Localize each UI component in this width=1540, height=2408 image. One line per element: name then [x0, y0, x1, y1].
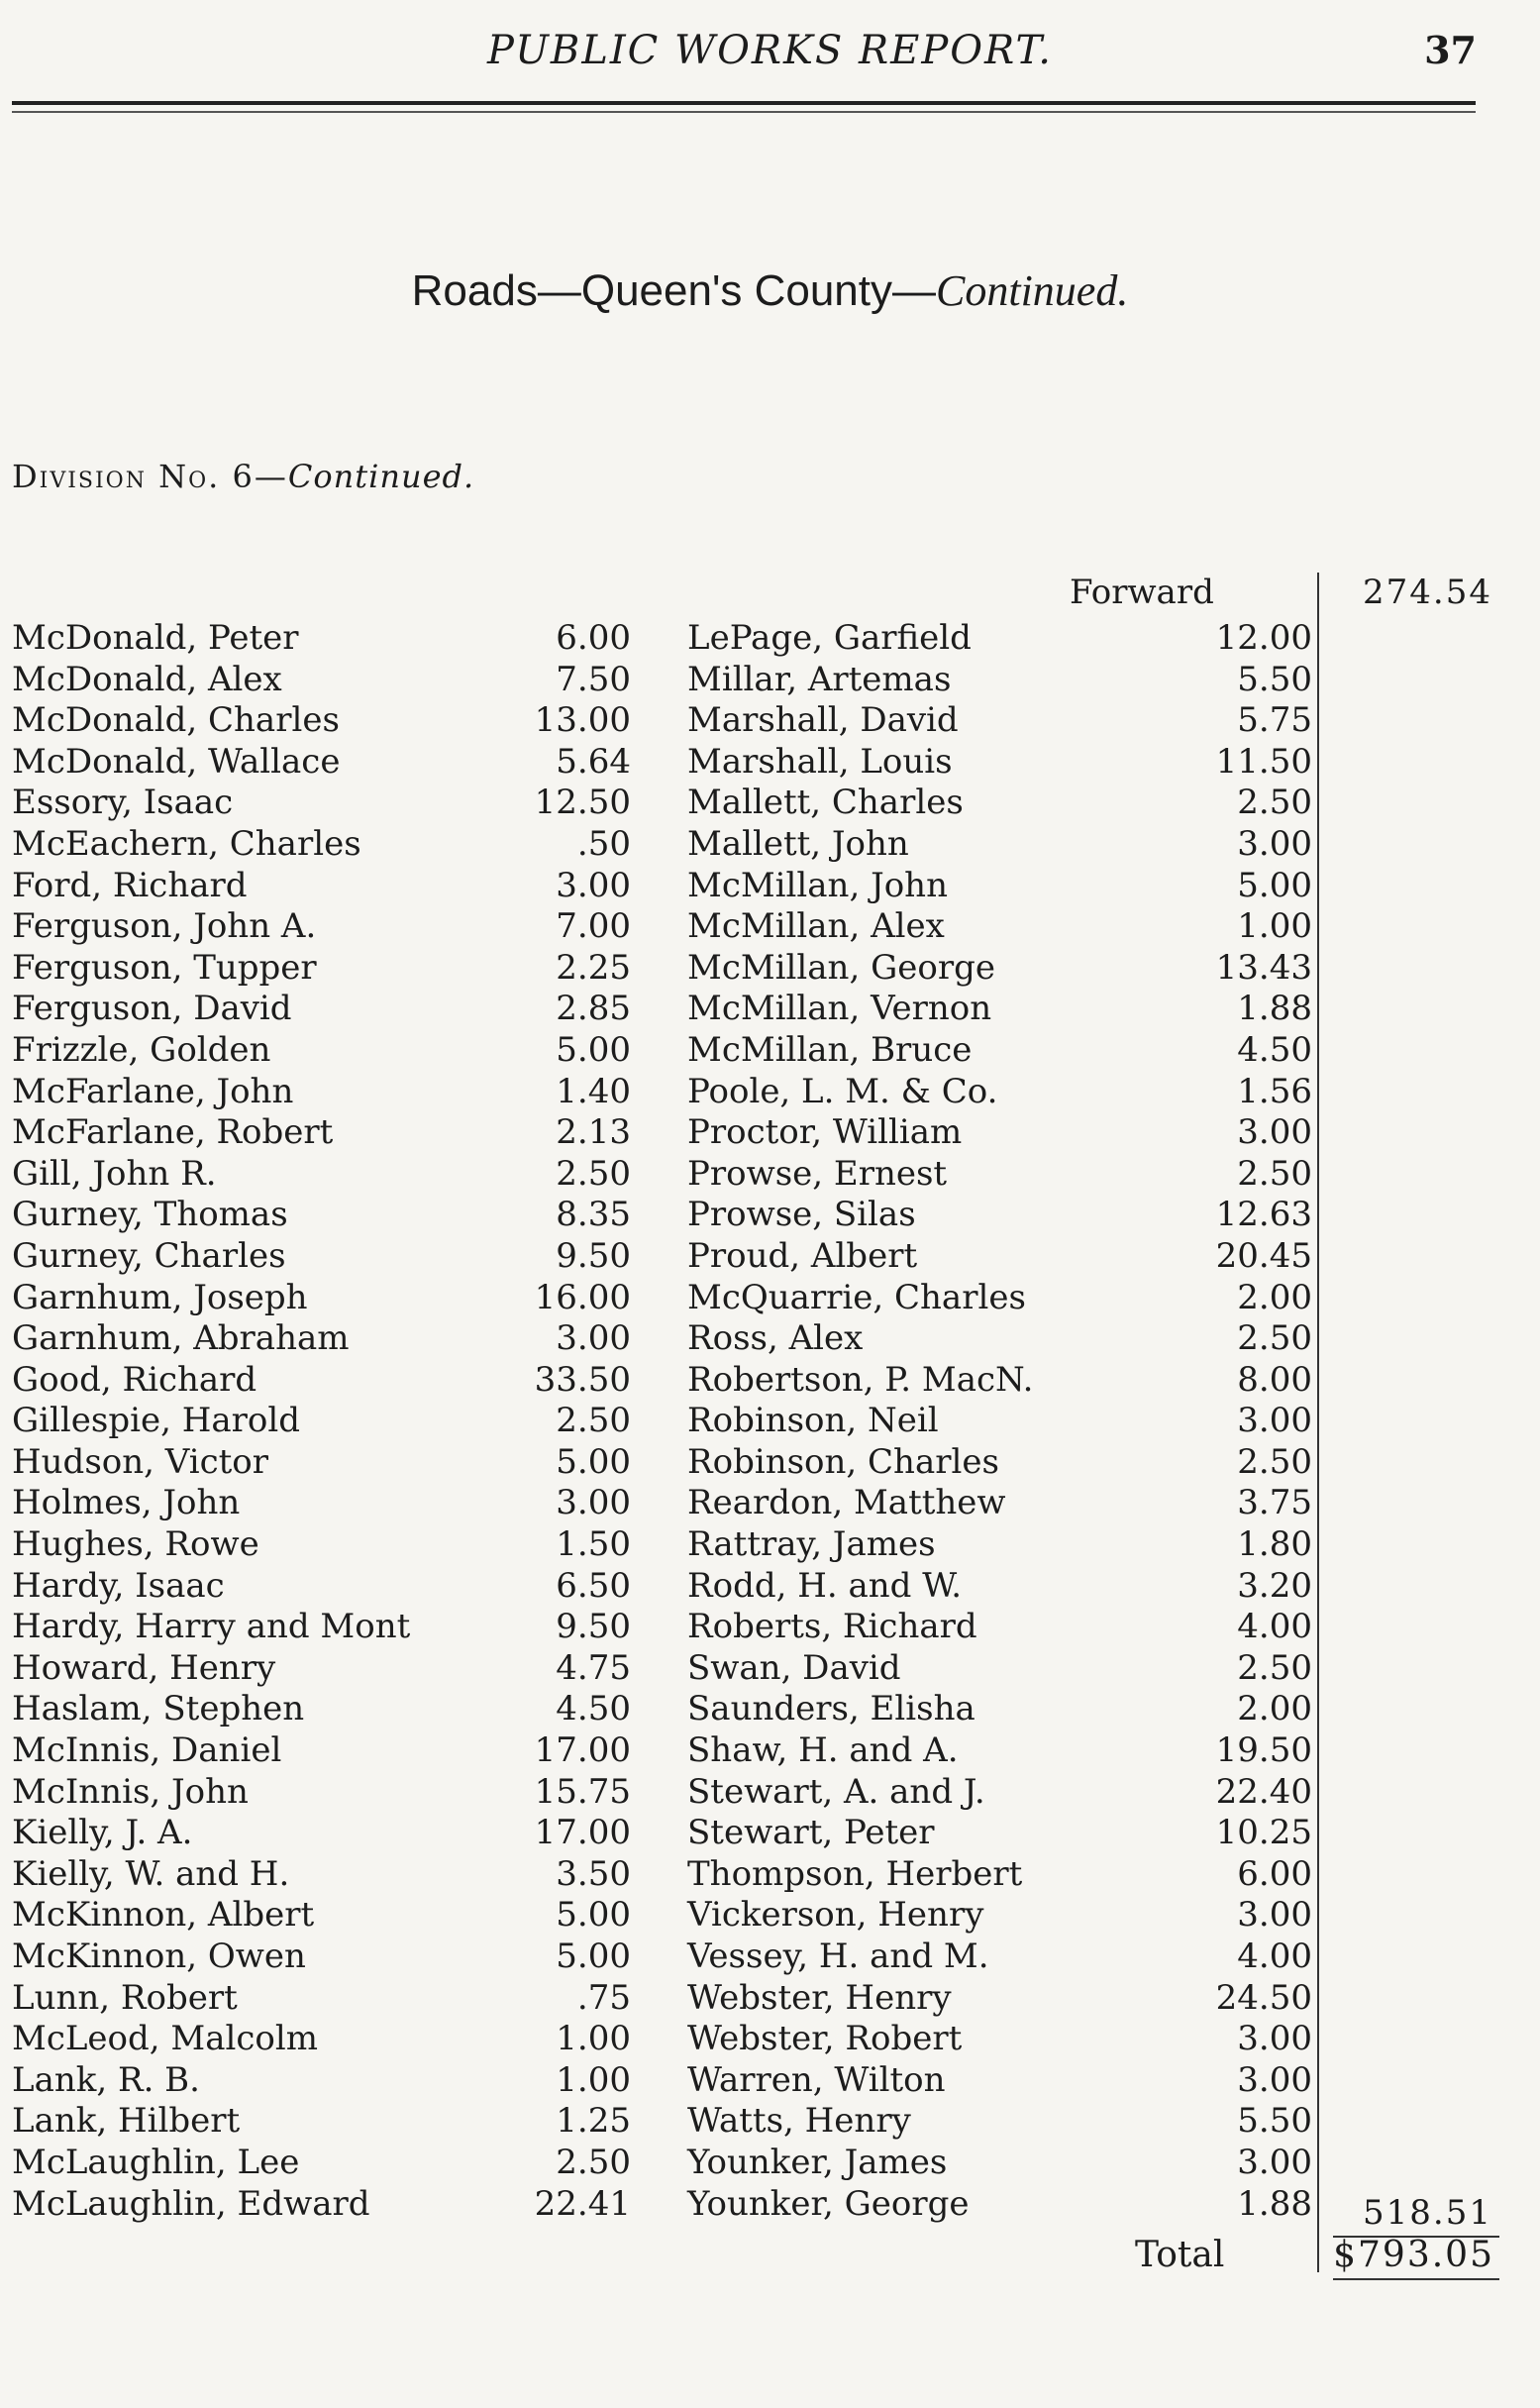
division-continued: Continued. [287, 458, 475, 495]
left-amount: 2.50 [556, 1153, 631, 1194]
right-amount: 4.50 [1237, 1029, 1312, 1070]
right-amount: 5.00 [1237, 865, 1312, 905]
left-name: McInnis, John [12, 1771, 249, 1812]
left-name: Kielly, W. and H. [12, 1853, 290, 1894]
left-name: McLeod, Malcolm [12, 2019, 318, 2059]
left-amount: 7.00 [556, 906, 631, 947]
section-heading [0, 265, 1540, 316]
table-row [0, 1607, 1540, 1648]
left-name: Lank, Hilbert [12, 2101, 241, 2142]
forward-amount: 274.54 [1363, 573, 1492, 612]
right-amount: 6.00 [1237, 1853, 1312, 1894]
left-amount: 5.00 [556, 1441, 631, 1482]
left-amount: 15.75 [534, 1771, 631, 1812]
right-amount: 19.50 [1215, 1730, 1312, 1771]
table-row [0, 1278, 1540, 1319]
right-amount: 2.50 [1237, 1153, 1312, 1194]
right-amount: 5.50 [1237, 2101, 1312, 2142]
right-name: Marshall, David [687, 700, 959, 741]
left-name: McLaughlin, Lee [12, 2142, 300, 2182]
table-row [0, 2143, 1540, 2184]
right-name: Mallett, Charles [687, 783, 964, 823]
right-name: Thompson, Herbert [687, 1853, 1023, 1894]
right-name: Stewart, A. and J. [687, 1771, 985, 1812]
right-amount: 4.00 [1237, 1607, 1312, 1647]
forward-row [0, 573, 1540, 616]
right-name: Saunders, Elisha [687, 1689, 975, 1729]
left-amount: 13.00 [534, 700, 631, 741]
table-row [0, 1030, 1540, 1072]
table-row [0, 1978, 1540, 2020]
right-amount: 2.00 [1237, 1277, 1312, 1317]
left-name: McDonald, Charles [12, 700, 340, 741]
left-name: Gurney, Thomas [12, 1195, 288, 1235]
table-row [0, 866, 1540, 907]
table-row [0, 989, 1540, 1030]
left-name: Essory, Isaac [12, 783, 234, 823]
right-name: Vessey, H. and M. [687, 1937, 989, 1976]
right-amount: 3.00 [1237, 823, 1312, 864]
right-name: Rodd, H. and W. [687, 1565, 963, 1606]
left-amount: 16.00 [534, 1277, 631, 1317]
right-name: Proctor, William [687, 1112, 963, 1153]
right-amount: 2.50 [1237, 1441, 1312, 1482]
left-amount: 4.50 [556, 1689, 631, 1729]
table-row [0, 1072, 1540, 1113]
grand-total-amount: $793.05 [1333, 2235, 1494, 2275]
left-amount: 9.50 [556, 1607, 631, 1647]
right-amount: 3.00 [1237, 1895, 1312, 1936]
right-name: McMillan, Bruce [687, 1029, 973, 1070]
left-amount: 7.50 [556, 659, 631, 699]
table-row [0, 1236, 1540, 1278]
left-name: Ferguson, Tupper [12, 947, 317, 988]
left-name: Gillespie, Harold [12, 1401, 301, 1441]
header-rule [12, 101, 1476, 105]
right-amount: 2.00 [1237, 1689, 1312, 1729]
left-amount: 1.00 [556, 2059, 631, 2100]
right-name: LePage, Garfield [687, 618, 972, 658]
table-row [0, 1854, 1540, 1896]
right-name: Shaw, H. and A. [687, 1730, 959, 1771]
page-number: 37 [1424, 28, 1477, 72]
right-name: Prowse, Silas [687, 1195, 916, 1235]
right-amount: 1.88 [1237, 989, 1312, 1029]
left-amount: 4.75 [556, 1647, 631, 1688]
header-rule-secondary [12, 111, 1476, 113]
left-amount: 9.50 [556, 1235, 631, 1276]
table-row [0, 2184, 1540, 2226]
left-amount: 3.00 [556, 1318, 631, 1359]
right-amount: 2.50 [1237, 783, 1312, 823]
right-name: Younker, James [687, 2142, 948, 2182]
table-row [0, 1112, 1540, 1154]
table-row [0, 824, 1540, 866]
right-amount: 3.00 [1237, 2059, 1312, 2100]
table-row [0, 1813, 1540, 1854]
table-row [0, 1566, 1540, 1608]
right-name: Robertson, P. MacN. [687, 1359, 1034, 1400]
left-amount: 1.50 [556, 1524, 631, 1565]
left-name: McInnis, Daniel [12, 1730, 282, 1771]
right-name: McMillan, John [687, 865, 948, 905]
left-amount: 5.64 [556, 741, 631, 782]
ledger-entries [0, 618, 1540, 2225]
left-amount: .50 [576, 823, 631, 864]
right-name: Webster, Henry [687, 1977, 952, 2018]
right-name: Warren, Wilton [687, 2059, 946, 2100]
grand-total-rule [1333, 2278, 1499, 2280]
right-name: Ross, Alex [687, 1318, 864, 1359]
right-name: McQuarrie, Charles [687, 1277, 1026, 1317]
left-name: Gill, John R. [12, 1153, 217, 1194]
column-total: 518.51 [1363, 2193, 1492, 2233]
right-amount: 1.00 [1237, 906, 1312, 947]
left-amount: 17.00 [534, 1813, 631, 1853]
left-name: Ferguson, David [12, 989, 292, 1029]
left-name: McFarlane, Robert [12, 1112, 334, 1153]
right-amount: 4.00 [1237, 1937, 1312, 1976]
section-continued: Continued. [936, 266, 1129, 315]
left-amount: 17.00 [534, 1730, 631, 1771]
left-amount: 1.00 [556, 2019, 631, 2059]
right-name: Poole, L. M. & Co. [687, 1071, 998, 1111]
left-amount: 2.85 [556, 989, 631, 1029]
right-name: Webster, Robert [687, 2019, 963, 2059]
left-name: McKinnon, Albert [12, 1895, 315, 1936]
left-amount: 5.00 [556, 1895, 631, 1936]
left-amount: 3.00 [556, 1483, 631, 1523]
right-name: Vickerson, Henry [687, 1895, 984, 1936]
right-name: McMillan, Alex [687, 906, 945, 947]
page-header [0, 28, 1540, 87]
left-name: McDonald, Alex [12, 659, 282, 699]
right-amount: 3.75 [1237, 1483, 1312, 1523]
table-row [0, 1360, 1540, 1402]
left-name: McDonald, Peter [12, 618, 299, 658]
table-row [0, 1524, 1540, 1566]
right-amount: 2.50 [1237, 1647, 1312, 1688]
section-title: Roads—Queen's County— [411, 266, 936, 315]
table-row [0, 1689, 1540, 1730]
table-row [0, 1195, 1540, 1236]
left-amount: 6.50 [556, 1565, 631, 1606]
right-amount: 5.50 [1237, 659, 1312, 699]
right-name: Roberts, Richard [687, 1607, 977, 1647]
left-name: Good, Richard [12, 1359, 257, 1400]
left-name: Haslam, Stephen [12, 1689, 305, 1729]
right-amount: 24.50 [1215, 1977, 1312, 2018]
table-row [0, 906, 1540, 948]
left-amount: 2.50 [556, 1401, 631, 1441]
right-name: Watts, Henry [687, 2101, 911, 2142]
right-amount: 3.00 [1237, 1112, 1312, 1153]
right-amount: 3.00 [1237, 1401, 1312, 1441]
right-amount: 12.00 [1215, 618, 1312, 658]
left-name: Garnhum, Abraham [12, 1318, 350, 1359]
right-amount: 1.88 [1237, 2183, 1312, 2224]
left-name: Hudson, Victor [12, 1441, 269, 1482]
left-name: McDonald, Wallace [12, 741, 341, 782]
left-name: Howard, Henry [12, 1647, 276, 1688]
left-amount: 22.41 [534, 2183, 631, 2224]
right-name: Rattray, James [687, 1524, 936, 1565]
right-amount: 22.40 [1215, 1771, 1312, 1812]
left-name: Lunn, Robert [12, 1977, 238, 2018]
left-amount: 8.35 [556, 1195, 631, 1235]
table-row [0, 1401, 1540, 1442]
right-name: Reardon, Matthew [687, 1483, 1006, 1523]
right-name: Millar, Artemas [687, 659, 952, 699]
right-amount: 8.00 [1237, 1359, 1312, 1400]
left-amount: 1.25 [556, 2101, 631, 2142]
right-amount: 1.80 [1237, 1524, 1312, 1565]
right-amount: 13.43 [1215, 947, 1312, 988]
left-name: McEachern, Charles [12, 823, 361, 864]
left-name: Hughes, Rowe [12, 1524, 259, 1565]
left-name: Hardy, Isaac [12, 1565, 225, 1606]
left-amount: 2.50 [556, 2142, 631, 2182]
right-amount: 3.00 [1237, 2142, 1312, 2182]
left-name: McLaughlin, Edward [12, 2183, 370, 2224]
table-row [0, 618, 1540, 660]
table-row [0, 1937, 1540, 1978]
left-name: McKinnon, Owen [12, 1937, 306, 1976]
right-name: Robinson, Charles [687, 1441, 999, 1482]
left-amount: 33.50 [534, 1359, 631, 1400]
right-name: Swan, David [687, 1647, 901, 1688]
right-amount: 11.50 [1215, 741, 1312, 782]
table-row [0, 1154, 1540, 1196]
right-amount: 1.56 [1237, 1071, 1312, 1111]
right-amount: 3.20 [1237, 1565, 1312, 1606]
right-name: McMillan, George [687, 947, 995, 988]
forward-label: Forward [1070, 573, 1214, 612]
right-name: Mallett, John [687, 823, 909, 864]
left-amount: 1.40 [556, 1071, 631, 1111]
grand-total-label: Total [1135, 2235, 1225, 2275]
table-row [0, 948, 1540, 990]
right-amount: 5.75 [1237, 700, 1312, 741]
left-name: Ferguson, John A. [12, 906, 317, 947]
left-amount: 6.00 [556, 618, 631, 658]
left-name: Gurney, Charles [12, 1235, 286, 1276]
right-name: Stewart, Peter [687, 1813, 935, 1853]
left-amount: 5.00 [556, 1029, 631, 1070]
left-amount: 12.50 [534, 783, 631, 823]
table-row [0, 2060, 1540, 2102]
table-row [0, 2019, 1540, 2060]
table-row [0, 1772, 1540, 1814]
left-name: Hardy, Harry and Mont [12, 1607, 411, 1647]
right-name: McMillan, Vernon [687, 989, 992, 1029]
division-heading [12, 458, 474, 495]
table-row [0, 1730, 1540, 1772]
table-row [0, 742, 1540, 784]
table-row [0, 1483, 1540, 1524]
left-name: Ford, Richard [12, 865, 248, 905]
left-amount: 3.50 [556, 1853, 631, 1894]
right-amount: 10.25 [1215, 1813, 1312, 1853]
left-name: Holmes, John [12, 1483, 241, 1523]
left-name: Kielly, J. A. [12, 1813, 193, 1853]
table-row [0, 1895, 1540, 1937]
left-amount: 2.25 [556, 947, 631, 988]
left-name: McFarlane, John [12, 1071, 294, 1111]
left-amount: 3.00 [556, 865, 631, 905]
table-row [0, 660, 1540, 701]
table-row [0, 1318, 1540, 1360]
left-amount: 2.13 [556, 1112, 631, 1153]
table-row [0, 2101, 1540, 2143]
right-amount: 2.50 [1237, 1318, 1312, 1359]
right-name: Robinson, Neil [687, 1401, 939, 1441]
right-amount: 3.00 [1237, 2019, 1312, 2059]
left-amount: .75 [576, 1977, 631, 2018]
left-name: Lank, R. B. [12, 2059, 200, 2100]
right-name: Younker, George [687, 2183, 970, 2224]
division-label: Division No. 6— [12, 458, 288, 495]
table-row [0, 1442, 1540, 1484]
table-row [0, 700, 1540, 742]
left-name: Garnhum, Joseph [12, 1277, 308, 1317]
table-row [0, 1648, 1540, 1690]
left-amount: 5.00 [556, 1937, 631, 1976]
table-row [0, 783, 1540, 824]
running-title: PUBLIC WORKS REPORT. [487, 28, 1053, 73]
right-name: Marshall, Louis [687, 741, 953, 782]
left-name: Frizzle, Golden [12, 1029, 271, 1070]
right-name: Prowse, Ernest [687, 1153, 948, 1194]
right-amount: 12.63 [1215, 1195, 1312, 1235]
right-name: Proud, Albert [687, 1235, 918, 1276]
right-amount: 20.45 [1215, 1235, 1312, 1276]
